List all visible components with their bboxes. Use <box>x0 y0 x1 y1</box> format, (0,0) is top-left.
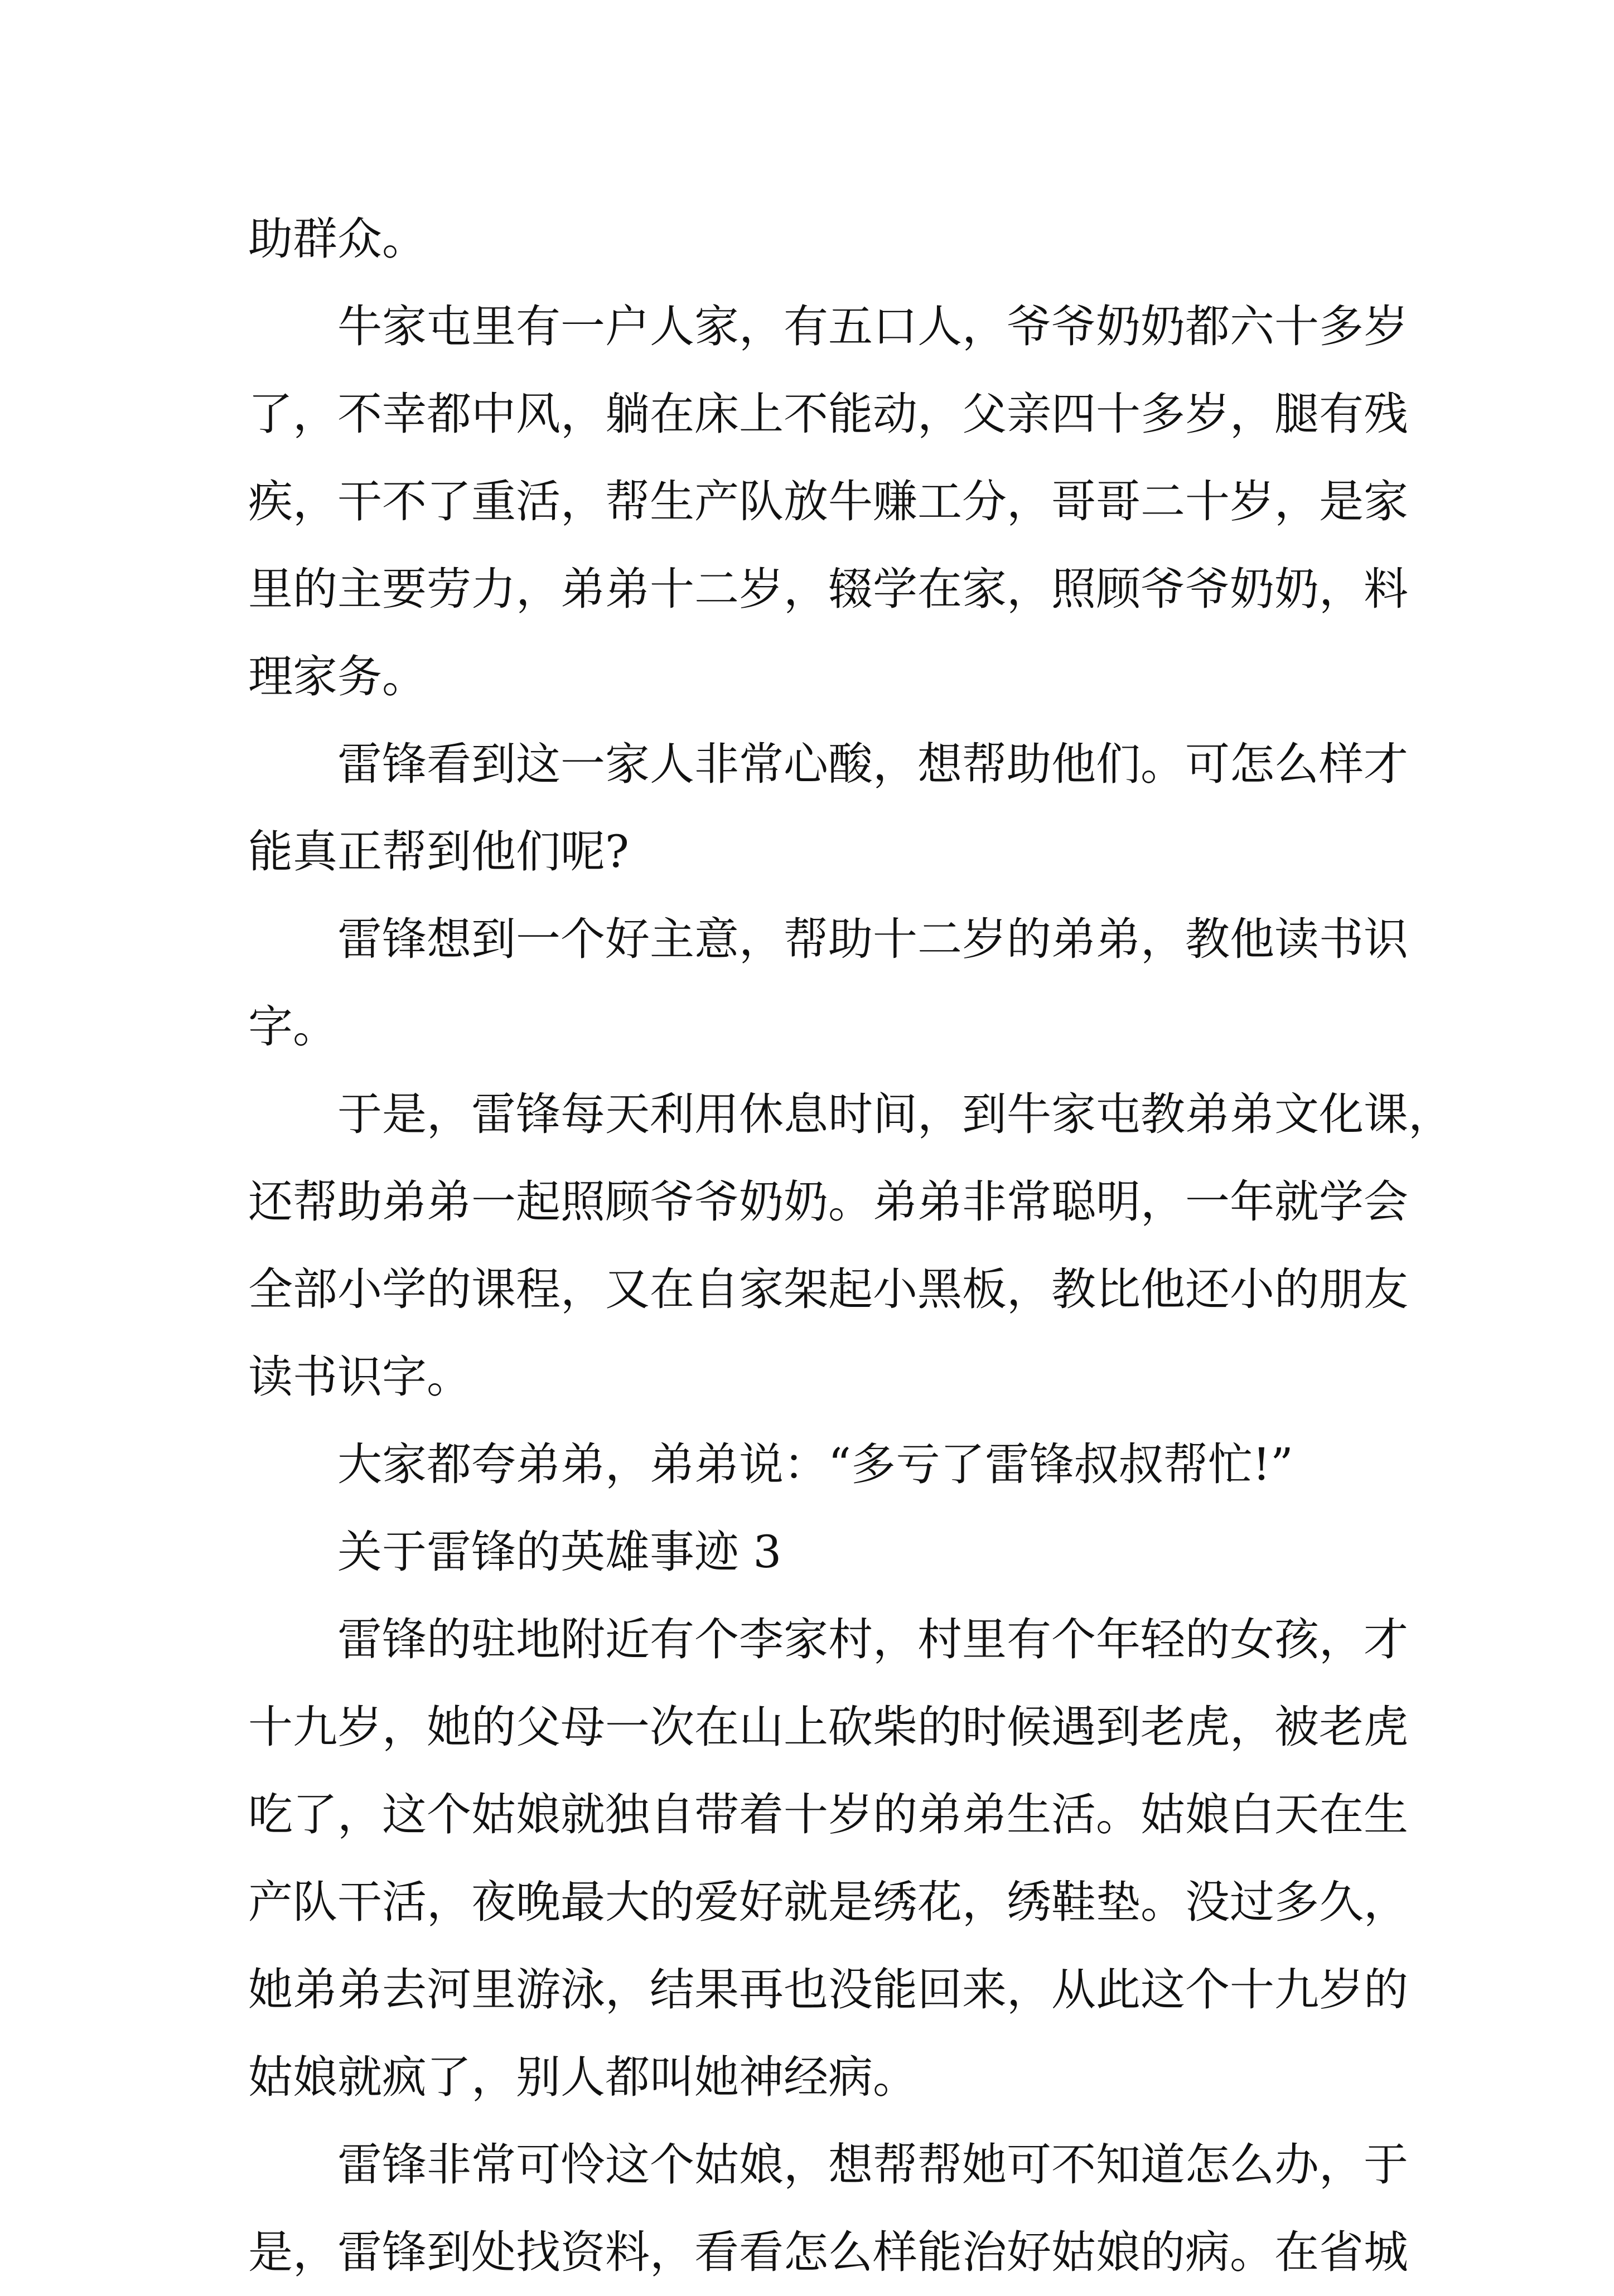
section-heading: 关于雷锋的英雄事迹 3 <box>337 1526 782 1578</box>
paragraph-start-line: 牛家屯里有一户人家，有五口人，爷爷奶奶都六十多岁 <box>337 301 1408 352</box>
text-line: 是，雷锋到处找资料，看看怎么样能治好姑娘的病。在省城 <box>248 2226 1408 2278</box>
text-line: 了，不幸都中风，躺在床上不能动，父亲四十多岁，腿有残 <box>248 388 1408 440</box>
text-line: 读书识字。 <box>248 1351 471 1403</box>
paragraph-start-line: 雷锋的驻地附近有个李家村，村里有个年轻的女孩，才 <box>337 1614 1408 1665</box>
text-line: 疾，干不了重活，帮生产队放牛赚工分，哥哥二十岁，是家 <box>248 476 1408 527</box>
text-line: 还帮助弟弟一起照顾爷爷奶奶。弟弟非常聪明，一年就学会 <box>248 1176 1408 1228</box>
text-line: 助群众。 <box>248 213 427 265</box>
text-line: 里的主要劳力，弟弟十二岁，辍学在家，照顾爷爷奶奶，料 <box>248 563 1408 615</box>
text-line: 理家务。 <box>248 651 427 703</box>
paragraph-start-line: 于是，雷锋每天利用休息时间，到牛家屯教弟弟文化课， <box>337 1088 1453 1140</box>
text-line: 字。 <box>248 1001 337 1053</box>
paragraph-start-line: 雷锋看到这一家人非常心酸，想帮助他们。可怎么样才 <box>337 738 1408 790</box>
text-line: 全部小学的课程，又在自家架起小黑板，教比他还小的朋友 <box>248 1263 1408 1315</box>
paragraph-start-line: 雷锋非常可怜这个姑娘，想帮帮她可不知道怎么办，于 <box>337 2139 1408 2191</box>
text-line: 十九岁，她的父母一次在山上砍柴的时候遇到老虎，被老虎 <box>248 1701 1408 1753</box>
paragraph-start-line: 大家都夸弟弟，弟弟说：“多亏了雷锋叔叔帮忙!” <box>337 1438 1293 1490</box>
text-line: 产队干活，夜晚最大的爱好就是绣花，绣鞋垫。没过多久， <box>248 1876 1408 1928</box>
paragraph-start-line: 雷锋想到一个好主意，帮助十二岁的弟弟，教他读书识 <box>337 913 1408 965</box>
document-body <box>248 195 1453 2296</box>
text-line: 姑娘就疯了，别人都叫她神经病。 <box>248 2051 917 2103</box>
text-line: 能真正帮到他们呢? <box>248 826 629 878</box>
text-line: 她弟弟去河里游泳，结果再也没能回来，从此这个十九岁的 <box>248 1964 1408 2016</box>
text-line: 吃了，这个姑娘就独自带着十岁的弟弟生活。姑娘白天在生 <box>248 1789 1408 1840</box>
